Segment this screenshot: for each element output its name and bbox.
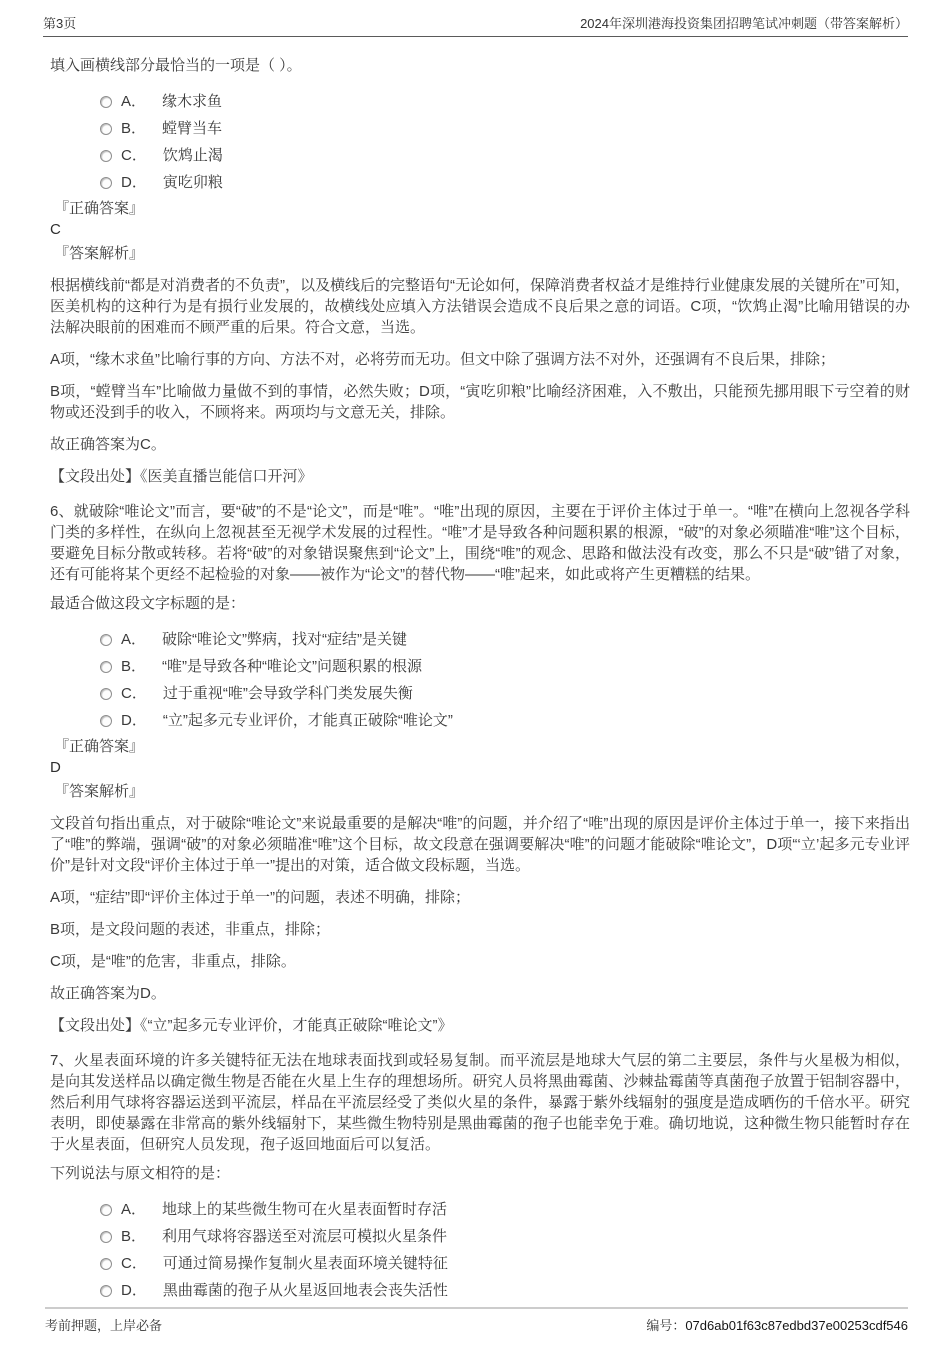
analysis-paragraph: 故正确答案为D。 bbox=[50, 985, 166, 1002]
answer-section-label: 『正确答案』 bbox=[54, 738, 145, 755]
answer-letter: C bbox=[50, 221, 61, 238]
question-stem: 最适合做这段文字标题的是： bbox=[50, 595, 246, 612]
doc-number-label: 编号： bbox=[646, 1318, 686, 1333]
option-row[interactable] bbox=[100, 626, 910, 653]
doc-number bbox=[646, 1315, 908, 1334]
analysis-section-label: 『答案解析』 bbox=[54, 245, 145, 262]
option-letter: D． bbox=[121, 712, 147, 729]
option-text: 螳臂当车 bbox=[162, 120, 223, 137]
option-letter: A． bbox=[121, 1201, 147, 1218]
option-row[interactable] bbox=[100, 1223, 910, 1250]
radio-button-icon[interactable] bbox=[100, 688, 112, 700]
option-text: 寅吃卯粮 bbox=[162, 174, 223, 191]
page-number: 第3页 bbox=[43, 16, 77, 31]
footer-slogan: 考前押题，上岸必备 bbox=[45, 1318, 163, 1333]
radio-button-icon[interactable] bbox=[100, 1204, 112, 1216]
analysis-paragraph: C项，是“唯”的危害，非重点，排除。 bbox=[50, 953, 296, 970]
option-row[interactable] bbox=[100, 707, 910, 734]
analysis-paragraph: 文段首句指出重点，对于破除“唯论文”来说最重要的是解决“唯”的问题，并介绍了“唯”出现的原因是评价主体过于单一，接下来指出了“唯”的弊端，强调“破”的对象必须瞄准“唯”这个目标，故文段意在强调要解决“唯”的问题才能破除“唯论文”，D项“‘立’起多元专业评价”是针对文段“评价主体过于单一”提出的对策，适合做文段标题，当选。 bbox=[50, 815, 910, 874]
option-text: 可通过简易操作复制火星表面环境关键特征 bbox=[162, 1255, 448, 1272]
option-row[interactable] bbox=[100, 115, 910, 142]
option-row[interactable] bbox=[100, 1277, 910, 1304]
analysis-paragraph: 故正确答案为C。 bbox=[50, 436, 166, 453]
question-stem: 填入画横线部分最恰当的一项是（ ）。 bbox=[50, 57, 302, 74]
option-row[interactable] bbox=[100, 88, 910, 115]
analysis-source: 【文段出处】《医美直播岂能信口开河》 bbox=[50, 468, 313, 485]
analysis-paragraph: B项，“螳臂当车”比喻做力量做不到的事情，必然失败；D项，“寅吃卯粮”比喻经济困难，入不敷出，只能预先挪用眼下亏空着的财物或还没到手的收入，不顾将来。两项均与文意无关，排除。 bbox=[50, 383, 910, 421]
answer-section-label: 『正确答案』 bbox=[54, 200, 145, 217]
analysis-paragraph: A项，“缘木求鱼”比喻行事的方向、方法不对，必将劳而无功。但文中除了强调方法不对外，还强调有不良后果，排除； bbox=[50, 351, 836, 368]
option-text: “唯”是导致各种“唯论文”问题积累的根源 bbox=[162, 658, 422, 675]
radio-button-icon[interactable] bbox=[100, 1258, 112, 1270]
option-letter: C． bbox=[121, 1255, 147, 1272]
option-row[interactable] bbox=[100, 142, 910, 169]
option-text: 黑曲霉菌的孢子从火星返回地表会丧失活性 bbox=[162, 1282, 448, 1299]
option-letter: A． bbox=[121, 631, 147, 648]
option-letter: D． bbox=[121, 1282, 147, 1299]
option-text: “立”起多元专业评价，才能真正破除“唯论文” bbox=[162, 712, 453, 729]
page-header bbox=[43, 13, 908, 37]
option-row[interactable] bbox=[100, 169, 910, 196]
options-group bbox=[100, 88, 910, 196]
analysis-paragraph: B项，是文段问题的表述，非重点，排除； bbox=[50, 921, 331, 938]
question-stem: 下列说法与原文相符的是： bbox=[50, 1165, 231, 1182]
option-row[interactable] bbox=[100, 1196, 910, 1223]
option-letter: B． bbox=[121, 1228, 147, 1245]
radio-button-icon[interactable] bbox=[100, 150, 112, 162]
option-text: 利用气球将容器送至对流层可模拟火星条件 bbox=[162, 1228, 448, 1245]
radio-button-icon[interactable] bbox=[100, 634, 112, 646]
option-letter: D． bbox=[121, 174, 147, 191]
analysis-source: 【文段出处】《“立”起多元专业评价，才能真正破除“唯论文”》 bbox=[50, 1017, 453, 1034]
option-letter: A． bbox=[121, 93, 147, 110]
radio-button-icon[interactable] bbox=[100, 123, 112, 135]
option-letter: B． bbox=[121, 120, 147, 137]
option-text: 过于重视“唯”会导致学科门类发展失衡 bbox=[162, 685, 413, 702]
analysis-paragraph: 根据横线前“都是对消费者的不负责”，以及横线后的完整语句“无论如何，保障消费者权益才是维持行业健康发展的关键所在”可知，医美机构的这种行为是有损行业发展的，故横线处应填入方法错误会造成不良后果之意的词语。C项，“饮鸩止渴”比喻用错误的办法解决眼前的困难而不顾严重的后果。符合文意，当选。 bbox=[50, 277, 910, 336]
page-content bbox=[50, 46, 910, 1304]
option-letter: C． bbox=[121, 685, 147, 702]
radio-button-icon[interactable] bbox=[100, 1231, 112, 1243]
analysis-section-label: 『答案解析』 bbox=[54, 783, 145, 800]
option-row[interactable] bbox=[100, 653, 910, 680]
radio-button-icon[interactable] bbox=[100, 1285, 112, 1297]
radio-button-icon[interactable] bbox=[100, 715, 112, 727]
option-text: 缘木求鱼 bbox=[162, 93, 223, 110]
answer-letter: D bbox=[50, 759, 61, 776]
option-text: 破除“唯论文”弊病，找对“症结”是关键 bbox=[162, 631, 407, 648]
option-row[interactable] bbox=[100, 680, 910, 707]
option-text: 地球上的某些微生物可在火星表面暂时存活 bbox=[162, 1201, 448, 1218]
analysis-paragraph: A项，“症结”即“评价主体过于单一”的问题，表述不明确，排除； bbox=[50, 889, 470, 906]
question-passage: 6、就破除“唯论文”而言，要“破”的不是“论文”，而是“唯”。“唯”出现的原因，主要在于评价主体过于单一。“唯”在横向上忽视各学科门类的多样性，在纵向上忽视甚至无视学术发展的过程性。“唯”才是导致各种问题积累的根源，“破”的对象必须瞄准“唯”这个目标，要避免目标分散或转移。若将“破”的对象错误聚焦到“论文”上，围绕“唯”的观念、思路和做法没有改变，那么不只是“破”错了对象，还有可能将某个更经不起检验的对象——被作为“论文”的替代物——“唯”起来，如此或将产生更糟糕的结果。 bbox=[50, 503, 910, 583]
option-text: 饮鸩止渴 bbox=[162, 147, 223, 164]
option-letter: B． bbox=[121, 658, 147, 675]
options-group bbox=[100, 626, 910, 734]
option-row[interactable] bbox=[100, 1250, 910, 1277]
radio-button-icon[interactable] bbox=[100, 177, 112, 189]
question-passage: 7、火星表面环境的许多关键特征无法在地球表面找到或轻易复制。而平流层是地球大气层的第二主要层，条件与火星极为相似，是向其发送样品以确定微生物是否能在火星上生存的理想场所。研究人员将黑曲霉菌、沙棘盐霉菌等真菌孢子放置于铝制容器中，然后利用气球将容器运送到平流层，样品在平流层经受了类似火星的条件，暴露于紫外线辐射的强度是造成晒伤的千倍水平。研究表明，即使暴露在非常高的紫外线辐射下，某些微生物特别是黑曲霉菌的孢子也能幸免于难。确切地说，这种微生物只能暂时存在于火星表面，但研究人员发现，孢子返回地面后可以复活。 bbox=[50, 1052, 910, 1153]
option-letter: C． bbox=[121, 147, 147, 164]
options-group bbox=[100, 1196, 910, 1304]
doc-number-value: 07d6ab01f63c87edbd37e00253cdf546 bbox=[685, 1318, 908, 1333]
radio-button-icon[interactable] bbox=[100, 96, 112, 108]
document-title: 2024年深圳港海投资集团招聘笔试冲刺题（带答案解析） bbox=[580, 16, 908, 31]
radio-button-icon[interactable] bbox=[100, 661, 112, 673]
page-footer bbox=[45, 1307, 908, 1334]
